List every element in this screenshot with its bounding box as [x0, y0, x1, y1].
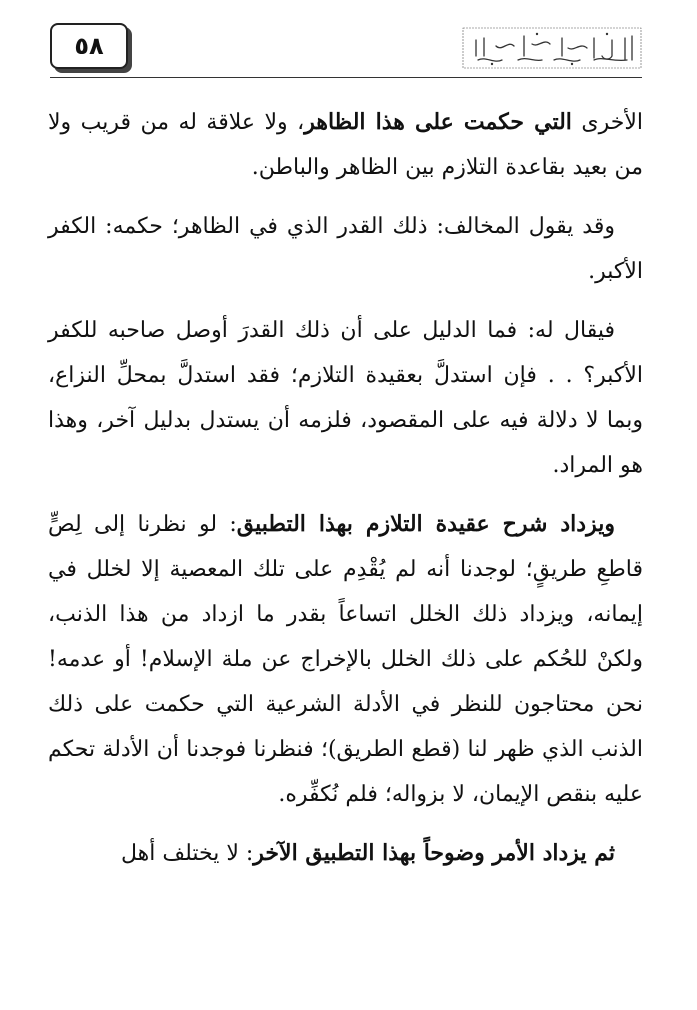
paragraph-2 — [48, 204, 643, 294]
paragraph-1-part-1: الأخرى — [571, 110, 643, 135]
paragraph-4 — [48, 502, 643, 817]
paragraph-1-bold-phrase: التي حكمت على هذا الظاهر — [304, 109, 572, 135]
paragraph-5 — [48, 831, 643, 876]
paragraph-4-text: : لو نظرنا إلى لِصٍّ قاطعِ طريقٍ؛ لوجدنا أنه لم يُقْدِم على تلك المعصية إلا لخلل في إيمانه، ويزداد ذلك الخلل اتساعاً بقدر ما ازداد من هذا الذنب، ولكنْ للحُكم على ذلك الخلل بالإخراج عن ملة الإسلام! أو عدمه! نحن محتاجون للنظر في الأدلة الشرعية التي حكمت على ذلك الذنب الذي ظهر لنا (قطع الطريق)؛ فنظرنا فوجدنا أن الأدلة تحكم عليه بنقص الإيمان، لا بزواله؛ فلم نُكفِّره. — [48, 512, 643, 807]
book-title-calligraphy-ornament — [462, 26, 642, 70]
paragraph-3-text: فيقال له: فما الدليل على أن ذلك القدرَ أوصل صاحبه للكفر الأكبر؟ . . فإن استدلَّ بعقيدة التلازم؛ فقد استدلَّ بمحلِّ النزاع، وبما لا دلالة فيه على المقصود، فلزمه أن يستدل بدليل آخر، وهذا هو المراد. — [48, 318, 643, 478]
paragraph-1-part-3: ، ولا علاقة له من قريب ولا من بعيد بقاعدة التلازم بين الظاهر والباطن. — [48, 110, 643, 180]
paragraph-2-text: وقد يقول المخالف: ذلك القدر الذي في الظاهر؛ حكمه: الكفر الأكبر. — [48, 214, 643, 284]
page-number-box — [50, 23, 128, 69]
book-title-text: الحكم بغير ما أنزل الله — [509, 47, 595, 57]
page-body — [48, 100, 643, 890]
page-header — [50, 18, 642, 80]
paragraph-5-bold-heading: ثم يزداد الأمر وضوحاً بهذا التطبيق الآخر — [253, 840, 615, 866]
paragraph-3 — [48, 308, 643, 488]
paragraph-1 — [48, 100, 643, 190]
page-number: ٥٨ — [74, 32, 104, 60]
paragraph-4-bold-heading: ويزداد شرح عقيدة التلازم بهذا التطبيق — [236, 511, 615, 537]
paragraph-5-text: : لا يختلف أهل — [120, 841, 254, 866]
header-rule — [50, 77, 642, 78]
